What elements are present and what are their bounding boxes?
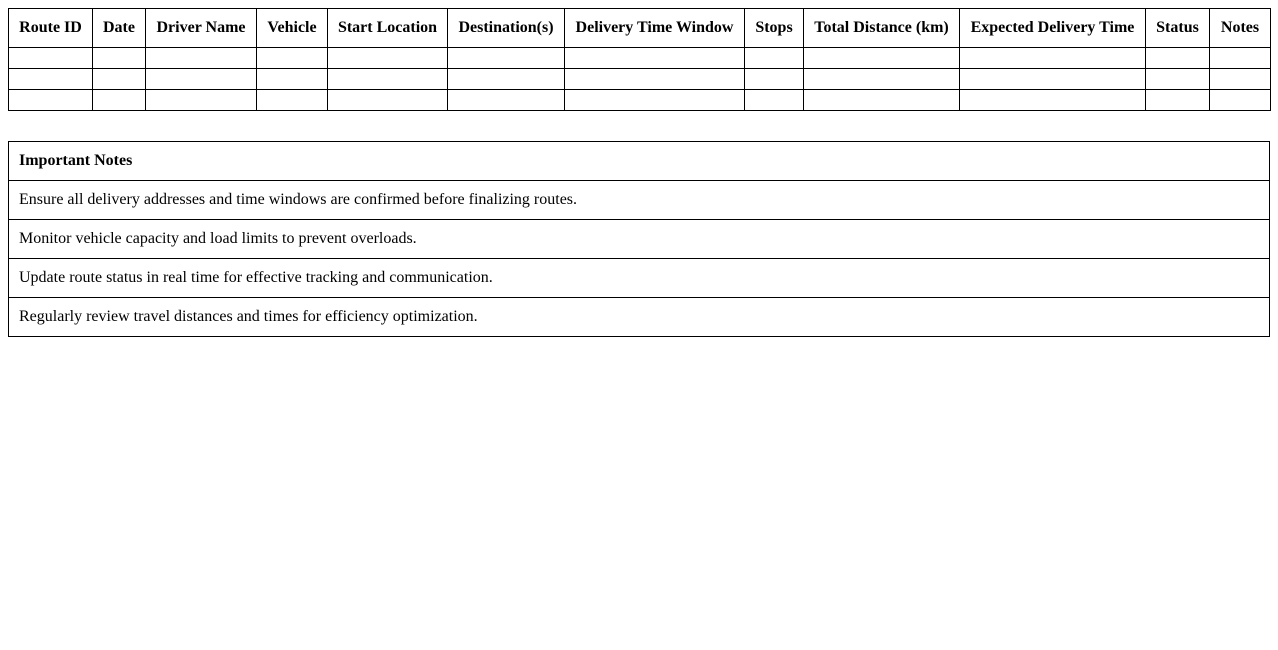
table-cell: [804, 90, 960, 111]
column-header-notes: Notes: [1210, 9, 1271, 48]
column-header-status: Status: [1146, 9, 1210, 48]
column-header-start-location: Start Location: [328, 9, 448, 48]
table-row: [9, 90, 1271, 111]
table-cell: [960, 69, 1146, 90]
table-cell: [9, 90, 93, 111]
table-cell: [745, 69, 804, 90]
column-header-date: Date: [93, 9, 146, 48]
table-cell: [93, 90, 146, 111]
list-item: [9, 220, 1270, 259]
table-cell: [448, 48, 565, 69]
table-cell: [257, 69, 328, 90]
table-cell: [328, 48, 448, 69]
table-cell: [565, 48, 745, 69]
table-cell: [9, 69, 93, 90]
table-cell: [565, 90, 745, 111]
table-cell: [1146, 48, 1210, 69]
table-cell: [9, 48, 93, 69]
column-header-destinations: Destination(s): [448, 9, 565, 48]
table-cell: [257, 48, 328, 69]
note-text: Update route status in real time for effective tracking and communication.: [9, 259, 1270, 298]
table-cell: [960, 90, 1146, 111]
notes-header-row: [9, 142, 1270, 181]
table-cell: [1210, 69, 1271, 90]
table-cell: [745, 90, 804, 111]
table-cell: [448, 69, 565, 90]
list-item: [9, 298, 1270, 337]
table-cell: [146, 69, 257, 90]
table-cell: [565, 69, 745, 90]
column-header-delivery-time-window: Delivery Time Window: [565, 9, 745, 48]
table-cell: [804, 48, 960, 69]
table-cell: [257, 90, 328, 111]
important-notes-table: [8, 141, 1270, 337]
notes-title: Important Notes: [9, 142, 1270, 181]
list-item: [9, 259, 1270, 298]
table-row: [9, 48, 1271, 69]
table-cell: [1210, 48, 1271, 69]
table-cell: [328, 90, 448, 111]
table-cell: [960, 48, 1146, 69]
note-text: Ensure all delivery addresses and time windows are confirmed before finalizing routes.: [9, 181, 1270, 220]
list-item: [9, 181, 1270, 220]
table-cell: [146, 90, 257, 111]
column-header-vehicle: Vehicle: [257, 9, 328, 48]
column-header-stops: Stops: [745, 9, 804, 48]
table-cell: [328, 69, 448, 90]
column-header-route-id: Route ID: [9, 9, 93, 48]
route-table-header-row: [9, 9, 1271, 48]
note-text: Monitor vehicle capacity and load limits to prevent overloads.: [9, 220, 1270, 259]
note-text: Regularly review travel distances and times for efficiency optimization.: [9, 298, 1270, 337]
table-cell: [1146, 90, 1210, 111]
column-header-total-distance: Total Distance (km): [804, 9, 960, 48]
table-row: [9, 69, 1271, 90]
table-cell: [93, 69, 146, 90]
table-cell: [1210, 90, 1271, 111]
table-cell: [804, 69, 960, 90]
table-cell: [1146, 69, 1210, 90]
column-header-expected-delivery-time: Expected Delivery Time: [960, 9, 1146, 48]
table-cell: [745, 48, 804, 69]
table-cell: [93, 48, 146, 69]
route-table: [8, 8, 1271, 111]
table-cell: [146, 48, 257, 69]
column-header-driver-name: Driver Name: [146, 9, 257, 48]
table-cell: [448, 90, 565, 111]
